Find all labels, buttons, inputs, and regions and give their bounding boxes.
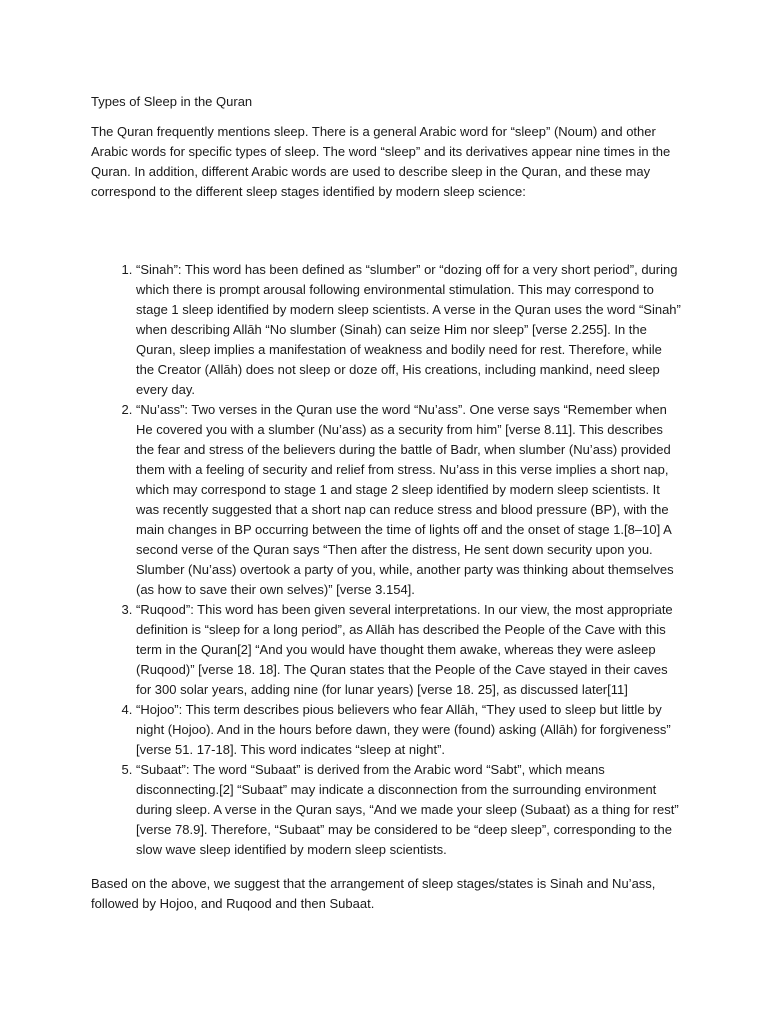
- list-item-sinah: 1. “Sinah”: This word has been defined as “slumber” or “dozing off for a very short period”, during which there is prompt arousal following environmental stimulation. This may correspond to stage 1 sleep identified by modern sleep scientists. A verse in the Quran uses the word “Sinah” when describing Allāh “No slumber (Sinah) can seize Him nor sleep” [verse 2.255]. In the Quran, sleep implies a manifestation of weakness and bodily need for rest. Therefore, while the Creator (Allāh) does not sleep or doze off, His creations, including mankind, need sleep every day.: [136, 260, 681, 400]
- list-item-nuass: 2. “Nu’ass”: Two verses in the Quran use the word “Nu’ass”. One verse says “Remember when He covered you with a slumber (Nu’ass) as a security from him” [verse 8.11]. This describes the fear and stress of the believers during the battle of Badr, when slumber (Nu’ass) provided them with a feeling of security and relief from stress. Nu’ass in this verse implies a short nap, which may correspond to stage 1 and stage 2 sleep identified by modern sleep scientists. It was recently suggested that a short nap can reduce stress and blood pressure (BP), with the main changes in BP occurring between the time of lights off and the onset of stage 1.[8–10] A second verse of the Quran says “Then after the distress, He sent down security upon you. Slumber (Nu’ass) overtook a party of you, while, another party was thinking about themselves (as how to save their own selves)” [verse 3.154].: [136, 400, 681, 600]
- intro-paragraph: The Quran frequently mentions sleep. There is a general Arabic word for “sleep” (Noum) and other Arabic words for specific types of sleep. The word “sleep” and its derivatives appear nine times in the Quran. In addition, different Arabic words are used to describe sleep in the Quran, and these may correspond to the different sleep stages identified by modern sleep science:: [91, 124, 671, 199]
- sleep-types-list: [91, 260, 681, 860]
- list-item-ruqood: 3. “Ruqood”: This word has been given several interpretations. In our view, the most appropriate definition is “sleep for a long period”, as Allāh has described the People of the Cave with this term in the Quran[2] “And you would have thought them awake, whereas they were asleep (Ruqood)” [verse 18. 18]. The Quran states that the People of the Cave stayed in their caves for 300 solar years, adding nine (for lunar years) [verse 18. 25], as discussed later[11]: [136, 600, 681, 700]
- list-item-hojoo: 4. “Hojoo”: This term describes pious believers who fear Allāh, “They used to sleep but little by night (Hojoo). And in the hours before dawn, they were (found) asking (Allāh) for forgiveness” [verse 51. 17-18]. This word indicates “sleep at night”.: [136, 700, 681, 760]
- document-page: [91, 92, 681, 914]
- document-title: Types of Sleep in the Quran: [91, 94, 253, 109]
- list-item-subaat: 5. “Subaat”: The word “Subaat” is derived from the Arabic word “Sabt”, which means disconnecting.[2] “Subaat” may indicate a disconnection from the surrounding environment during sleep. A verse in the Quran says, “And we made your sleep (Subaat) as a thing for rest” [verse 78.9]. Therefore, “Subaat” may be considered to be “deep sleep”, corresponding to the slow wave sleep identified by modern sleep scientists.: [136, 760, 681, 860]
- conclusion-paragraph: Based on the above, we suggest that the arrangement of sleep stages/states is Sinah and Nu’ass, followed by Hojoo, and Ruqood and then Subaat.: [91, 876, 656, 911]
